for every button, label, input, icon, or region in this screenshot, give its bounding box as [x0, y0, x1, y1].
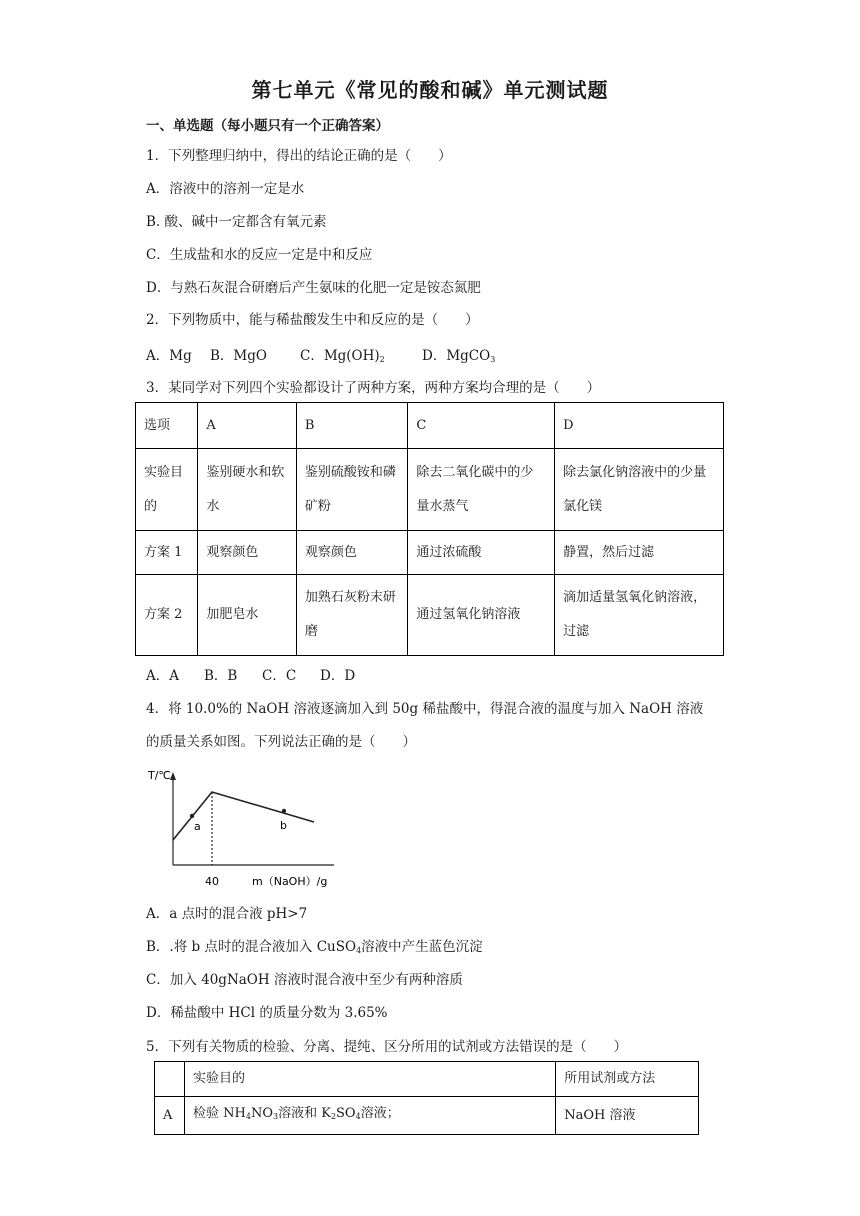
q3-option-d: D．D [320, 668, 356, 684]
q2-option-c-sub: 2 [379, 355, 385, 364]
q3-cell: 观察颜色 [296, 531, 408, 575]
q3-options [146, 664, 355, 684]
q3-cell: 滴加适量氢氧化钠溶液，过滤 [555, 575, 724, 656]
page-title: 第七单元《常见的酸和碱》单元测试题 [251, 78, 609, 102]
q3-header-cell: A [198, 403, 297, 449]
q2-option-d [422, 344, 495, 364]
q5-sub: 2 [330, 1112, 337, 1121]
q3-cell: 通过氢氧化钠溶液 [408, 575, 555, 656]
q4-option-d: D．稀盐酸中 HCl 的质量分数为 3.65% [146, 1005, 388, 1021]
q2-option-d-sub: 3 [490, 355, 496, 364]
q3-plan1-row [136, 531, 724, 575]
q3-plan2-row [136, 575, 724, 656]
point-b-marker [282, 809, 286, 813]
q3-cell: 方案 1 [136, 531, 198, 575]
q5-header-cell: 所用试剂或方法 [556, 1062, 699, 1097]
q3-option-b: B．B [204, 668, 238, 684]
q3-cell: 方案 2 [136, 575, 198, 656]
point-b-label: b [280, 819, 287, 832]
q5-header-cell [155, 1062, 185, 1097]
q4-option-b [146, 935, 483, 955]
q5-text: NO [250, 1106, 273, 1121]
q2-option-b: B．MgO [210, 348, 267, 364]
q5-row-a [155, 1097, 699, 1135]
q4-temperature-graph [146, 760, 346, 890]
q4-option-c: C．加入 40gNaOH 溶液时混合液中至少有两种溶质 [146, 972, 463, 988]
q1-option-b: B. 酸、碱中一定都含有氧元素 [146, 214, 327, 230]
x-axis-label: m（NaOH）/g [252, 875, 328, 888]
q2-option-c-text: C．Mg(OH) [300, 348, 380, 364]
point-a-label: a [194, 820, 201, 833]
x-tick-label: 40 [205, 875, 219, 888]
q5-sub: 4 [355, 1112, 361, 1121]
q3-option-a: A．A [146, 668, 179, 684]
q4-option-a: A．a 点时的混合液 pH>7 [146, 906, 308, 922]
q3-cell: 静置，然后过滤 [555, 531, 724, 575]
q5-text: 溶液和 K [278, 1106, 331, 1121]
q2-stem: 2．下列物质中，能与稀盐酸发生中和反应的是（ ） [146, 312, 479, 328]
q3-cell: 除去二氧化碳中的少量水蒸气 [408, 449, 555, 531]
q5-sub: 3 [272, 1112, 279, 1121]
q5-text: 溶液； [360, 1106, 400, 1121]
q4-option-b-sub: 4 [356, 946, 362, 955]
y-axis-arrow [170, 772, 176, 780]
q5-text: 检验 NH [192, 1106, 246, 1121]
q2-options [146, 344, 495, 364]
q5-header-row [155, 1062, 699, 1097]
q2-option-a: A．Mg [146, 348, 192, 364]
section-heading: 一、单选题（每小题只有一个正确答案） [146, 118, 389, 134]
q2-option-c [300, 344, 422, 364]
q4-stem-line2: 的质量关系如图。下列说法正确的是（ ） [146, 734, 416, 750]
q3-cell: 通过浓硫酸 [408, 531, 555, 575]
q1-stem: 1．下列整理归纳中，得出的结论正确的是（ ） [146, 148, 452, 164]
q3-option-c: C．C [262, 668, 297, 684]
q3-header-cell: 选项 [136, 403, 198, 449]
q3-purpose-row [136, 449, 724, 531]
q5-cell [184, 1097, 555, 1135]
q3-cell: 除去氯化钠溶液中的少量氯化镁 [555, 449, 724, 531]
q5-text: SO [336, 1106, 356, 1121]
q3-header-row [136, 403, 724, 449]
y-axis-label: T/℃ [148, 769, 171, 782]
q3-header-cell: C [408, 403, 555, 449]
q3-cell: 鉴别硬水和软水 [198, 449, 297, 531]
q5-sub: 4 [245, 1112, 251, 1121]
q3-table [135, 402, 724, 656]
q3-stem: 3．某同学对下列四个实验都设计了两种方案，两种方案均合理的是（ ） [146, 380, 601, 396]
q4-option-b-tail: 溶液中产生蓝色沉淀 [361, 939, 483, 955]
q1-option-d: D．与熟石灰混合研磨后产生氨味的化肥一定是铵态氮肥 [146, 280, 481, 296]
q1-option-c: C．生成盐和水的反应一定是中和反应 [146, 247, 373, 263]
q3-cell: 加肥皂水 [198, 575, 297, 656]
q3-cell: 观察颜色 [198, 531, 297, 575]
q5-header-cell: 实验目的 [184, 1062, 555, 1097]
q3-cell: 鉴别硫酸铵和磷矿粉 [296, 449, 408, 531]
q3-cell: 加熟石灰粉末研磨 [296, 575, 408, 656]
q5-cell: A [155, 1097, 185, 1135]
q3-header-cell: D [555, 403, 724, 449]
q1-option-a: A．溶液中的溶剂一定是水 [146, 181, 305, 197]
q4-stem-line1: 4．将 10.0%的 NaOH 溶液逐滴加入到 50g 稀盐酸中，得混合液的温度与加入 NaOH 溶液 [146, 701, 704, 717]
q5-stem: 5．下列有关物质的检验、分离、提纯、区分所用的试剂或方法错误的是（ ） [146, 1039, 628, 1055]
q5-table [154, 1061, 699, 1135]
q2-option-d-text: D．MgCO [422, 348, 491, 364]
q3-cell: 实验目的 [136, 449, 198, 531]
q4-option-b-text: B．.将 b 点时的混合液加入 CuSO [146, 939, 357, 955]
q3-header-cell: B [296, 403, 408, 449]
q5-cell: NaOH 溶液 [556, 1097, 699, 1135]
point-a-marker [190, 814, 194, 818]
